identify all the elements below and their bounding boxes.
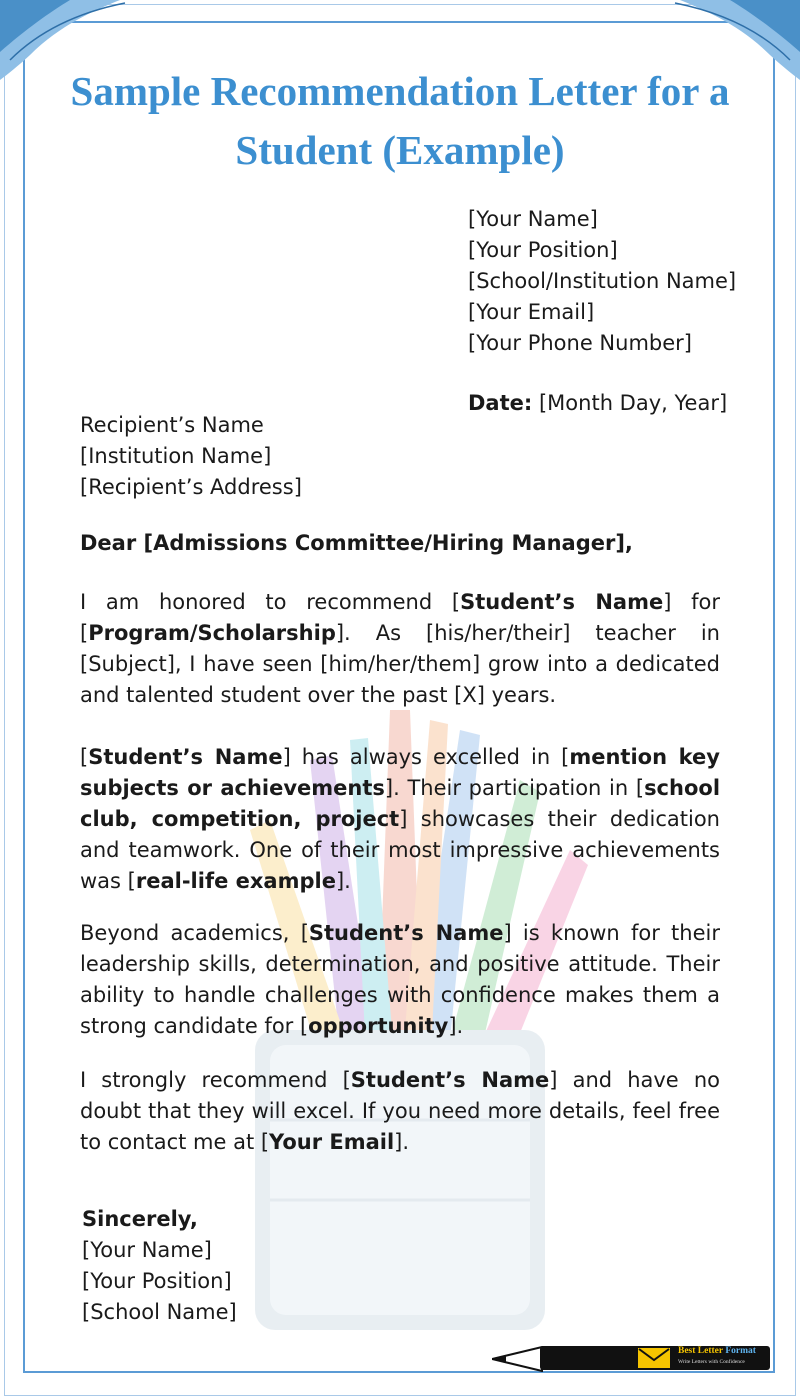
- date-label: Date:: [468, 391, 533, 415]
- paragraph-bold: mention key subjects or achievements: [80, 745, 720, 800]
- paragraph-text: ]. As [his/her/their] teacher in [Subject], I have seen [him/her/them] grow into a dedicated and talented student over the past [X] years.: [80, 621, 720, 707]
- sender-phone: [Your Phone Number]: [468, 331, 692, 355]
- paragraph-text: ]. Their participation in [: [384, 776, 645, 800]
- closing-school: [School Name]: [82, 1300, 237, 1324]
- paragraph-text: ].: [335, 869, 351, 893]
- recipient-name: Recipient’s Name: [80, 413, 264, 437]
- date-value: [Month Day, Year]: [538, 391, 728, 415]
- logo-name: [678, 1346, 768, 1357]
- closing-name: [Your Name]: [82, 1238, 212, 1262]
- paragraph-text: Beyond academics, [: [80, 921, 309, 945]
- logo-name-part2: Format: [725, 1346, 756, 1356]
- brand-logo: [492, 1344, 772, 1374]
- envelope-icon: [638, 1348, 670, 1368]
- paragraph-text: ] and have no doubt that they will excel. If you need more details, feel free to contact me at [: [80, 1068, 720, 1154]
- paragraph-bold: Student’s Name: [460, 590, 664, 614]
- logo-tagline: Write Letters with Confidence: [678, 1359, 745, 1365]
- paragraph-bold: Your Email: [269, 1130, 395, 1154]
- recipient-address: [Recipient’s Address]: [80, 475, 302, 499]
- paragraph-text: [: [80, 745, 89, 769]
- logo-name-part1: Best Letter: [678, 1346, 723, 1356]
- paragraph-text: I strongly recommend [: [80, 1068, 351, 1092]
- paragraph-bold: Student’s Name: [88, 745, 283, 769]
- paragraph-bold: Student’s Name: [308, 921, 504, 945]
- paragraph-text: I am honored to recommend [: [80, 590, 461, 614]
- sender-email: [Your Email]: [468, 300, 595, 324]
- recipient-institution: [Institution Name]: [80, 444, 272, 468]
- body-paragraph-1: [80, 587, 720, 711]
- sender-name: [Your Name]: [468, 207, 598, 231]
- body-paragraph-4: [80, 1065, 720, 1158]
- closing-block: [82, 1204, 237, 1328]
- signoff: Sincerely,: [82, 1207, 198, 1231]
- letter-title: Sample Recommendation Letter for a Student (Example): [70, 68, 730, 173]
- paragraph-text: ] showcases their dedication and teamwork. One of their most impressive achievements was [: [80, 807, 720, 893]
- paragraph-bold: real-life example: [135, 869, 336, 893]
- date-line: [468, 388, 727, 419]
- paragraph-bold: school club, competition, project: [80, 776, 721, 831]
- paragraph-text: ].: [448, 1014, 464, 1038]
- sender-block: [468, 204, 736, 359]
- closing-position: [Your Position]: [82, 1269, 232, 1293]
- body-paragraph-2: [80, 742, 720, 897]
- salutation: Dear [Admissions Committee/Hiring Manager],: [80, 531, 633, 555]
- paragraph-bold: opportunity: [308, 1014, 449, 1038]
- sender-position: [Your Position]: [468, 238, 618, 262]
- paragraph-text: ] for [: [80, 590, 720, 645]
- sender-institution: [School/Institution Name]: [468, 269, 737, 293]
- paragraph-text: ] is known for their leadership skills, determination, and positive attitude. Their ability to handle challenges with confidence makes them a strong candidate for [: [80, 921, 720, 1038]
- recipient-block: [80, 410, 302, 503]
- pencil-tip-icon: [492, 1346, 544, 1372]
- paragraph-text: ].: [394, 1130, 410, 1154]
- paragraph-bold: Student’s Name: [350, 1068, 550, 1092]
- body-paragraph-3: [80, 918, 720, 1042]
- paragraph-bold: Program/Scholarship: [88, 621, 336, 645]
- paragraph-text: ] has always excelled in [: [282, 745, 570, 769]
